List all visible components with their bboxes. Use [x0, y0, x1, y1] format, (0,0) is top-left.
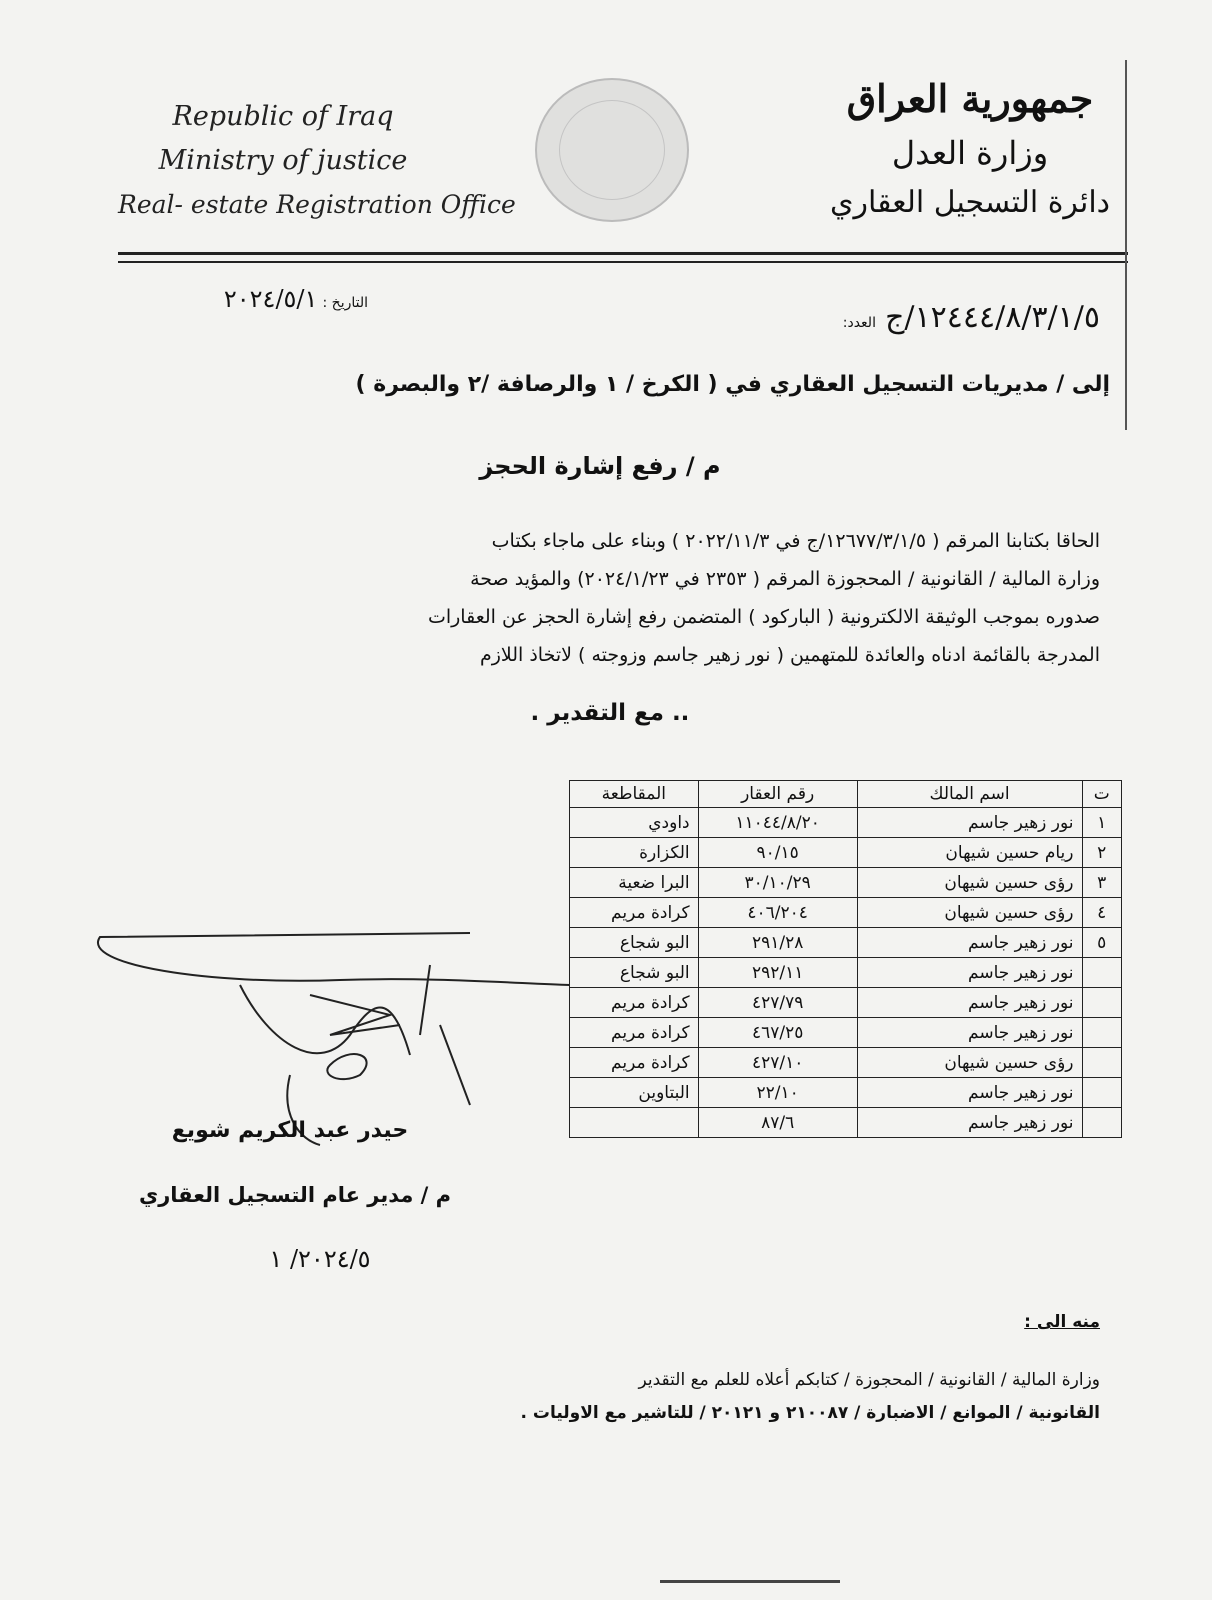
property-table: [569, 780, 1122, 1138]
cell-district: البو شجاع: [570, 928, 699, 958]
right-margin-line: [1125, 60, 1127, 430]
letterhead-ar-line3: دائرة التسجيل العقاري: [829, 185, 1111, 220]
cell-owner-name: رؤى حسين شيهان: [857, 1048, 1082, 1078]
cell-owner-name: نور زهير جاسم: [857, 1108, 1082, 1138]
cell-seq: ١: [1082, 808, 1122, 838]
cell-property-number: ٤٢٧/٧٩: [698, 988, 857, 1018]
cell-property-number: ٤٦٧/٢٥: [698, 1018, 857, 1048]
cell-seq: [1082, 958, 1122, 988]
cell-district: كرادة مريم: [570, 988, 699, 1018]
cell-district: الكزارة: [570, 838, 699, 868]
cell-property-number: ٢٩٢/١١: [698, 958, 857, 988]
document-date-value: ٢٠٢٤/٥/١: [223, 285, 318, 313]
header-property-number: رقم العقار: [698, 781, 857, 808]
table-body: [570, 808, 1122, 1138]
cell-owner-name: نور زهير جاسم: [857, 808, 1082, 838]
table-row: [570, 898, 1122, 928]
cell-district: البرا ضعية: [570, 868, 699, 898]
cell-property-number: ٣٠/١٠/٢٩: [698, 868, 857, 898]
reference-number: [770, 300, 1100, 335]
cell-owner-name: رؤى حسين شيهان: [857, 898, 1082, 928]
cell-district: البو شجاع: [570, 958, 699, 988]
body-line-2: وزارة المالية / القانونية / المحجوزة المرقم ( ٢٣٥٣ في ٢٠٢٤/١/٢٣) والمؤيد صحة: [470, 568, 1100, 590]
document-date-label: التاريخ :: [322, 295, 368, 311]
header-rule-bottom: [118, 261, 1128, 263]
cell-property-number: ٢٢/١٠: [698, 1078, 857, 1108]
cell-district: كرادة مريم: [570, 1048, 699, 1078]
signature-scribble: [90, 925, 590, 1145]
cell-seq: [1082, 1078, 1122, 1108]
cell-property-number: ٤٢٧/١٠: [698, 1048, 857, 1078]
header-rule-top: [118, 252, 1128, 255]
cell-seq: ٥: [1082, 928, 1122, 958]
copy-to-line-2: القانونية / الموانع / الاضبارة / ٢١٠٠٨٧ و ٢٠١٢١ / للتاشير مع الاوليات .: [520, 1403, 1100, 1423]
cell-seq: ٤: [1082, 898, 1122, 928]
table-row: [570, 868, 1122, 898]
document-date: [118, 285, 368, 313]
header-district: المقاطعة: [570, 781, 699, 808]
ministry-seal-emblem: [535, 78, 689, 222]
cell-seq: ٣: [1082, 868, 1122, 898]
cell-owner-name: نور زهير جاسم: [857, 988, 1082, 1018]
copy-to-line-1: وزارة المالية / القانونية / المحجوزة / كتابكم أعلاه للعلم مع التقدير: [638, 1370, 1100, 1390]
subject-line: م / رفع إشارة الحجز: [479, 452, 721, 480]
table-row: [570, 808, 1122, 838]
body-line-3: صدوره بموجب الوثيقة الالكترونية ( الباركود ) المتضمن رفع إشارة الحجز عن العقارات: [427, 606, 1100, 628]
letterhead-en-line3: Real- estate Registration Office: [118, 190, 516, 219]
body-line-1: الحاقا بكتابنا المرقم ( ١٢٦٧٧/٣/١/٥/ج في ٢٠٢٢/١١/٣ ) وبناء على ماجاء بكتاب: [491, 530, 1100, 552]
table-row: [570, 1048, 1122, 1078]
reference-number-value: ١٢٤٤٤/٨/٣/١/٥/ج: [885, 300, 1100, 335]
letterhead-english: [118, 95, 516, 227]
body-line-4: المدرجة بالقائمة ادناه والعائدة للمتهمين ( نور زهير جاسم وزوجته ) لاتخاذ اللازم: [479, 644, 1100, 666]
addressee-line: إلى / مديريات التسجيل العقاري في ( الكرخ / ١ والرصافة /٢ والبصرة ): [355, 372, 1110, 397]
scan-edge-bottom: [660, 1580, 840, 1583]
cell-district: كرادة مريم: [570, 1018, 699, 1048]
cell-district: كرادة مريم: [570, 898, 699, 928]
cell-owner-name: رؤى حسين شيهان: [857, 868, 1082, 898]
signature-date: ٢٠٢٤/٥/ ١: [269, 1245, 371, 1273]
table-row: [570, 928, 1122, 958]
cell-seq: [1082, 1048, 1122, 1078]
table-row: [570, 1018, 1122, 1048]
table-row: [570, 988, 1122, 1018]
cell-owner-name: نور زهير جاسم: [857, 928, 1082, 958]
cell-seq: [1082, 988, 1122, 1018]
header-owner-name: اسم المالك: [857, 781, 1082, 808]
closing-regards: .. مع التقدير .: [530, 700, 690, 726]
signatory-name: حيدر عبد الكريم شويع: [171, 1118, 409, 1143]
cell-owner-name: نور زهير جاسم: [857, 1078, 1082, 1108]
table-header-row: [570, 781, 1122, 808]
cell-property-number: ٩٠/١٥: [698, 838, 857, 868]
cell-property-number: ٤٠٦/٢٠٤: [698, 898, 857, 928]
letterhead-en-line2: Ministry of justice: [158, 145, 408, 176]
reference-number-label: العدد:: [842, 315, 876, 331]
cell-owner-name: نور زهير جاسم: [857, 958, 1082, 988]
cell-property-number: ٨٧/٦: [698, 1108, 857, 1138]
cell-seq: ٢: [1082, 838, 1122, 868]
cell-seq: [1082, 1018, 1122, 1048]
copy-to-heading: منه الى :: [1024, 1312, 1100, 1332]
letterhead-ar-line1: جمهورية العراق: [846, 76, 1094, 121]
table-row: [570, 1078, 1122, 1108]
body-paragraph: [170, 522, 1100, 674]
cell-owner-name: نور زهير جاسم: [857, 1018, 1082, 1048]
letterhead-ar-line2: وزارة العدل: [891, 134, 1049, 172]
letterhead-arabic: [820, 70, 1120, 228]
table-row: [570, 1108, 1122, 1138]
signatory-title: م / مدير عام التسجيل العقاري: [138, 1183, 452, 1207]
letterhead-en-line1: Republic of Iraq: [172, 101, 394, 132]
cell-district: البتاوين: [570, 1078, 699, 1108]
header-seq: ت: [1082, 781, 1122, 808]
cell-district: داودي: [570, 808, 699, 838]
cell-seq: [1082, 1108, 1122, 1138]
cell-property-number: ١١٠٤٤/٨/٢٠: [698, 808, 857, 838]
table-row: [570, 838, 1122, 868]
cell-property-number: ٢٩١/٢٨: [698, 928, 857, 958]
cell-owner-name: ريام حسين شيهان: [857, 838, 1082, 868]
table-row: [570, 958, 1122, 988]
